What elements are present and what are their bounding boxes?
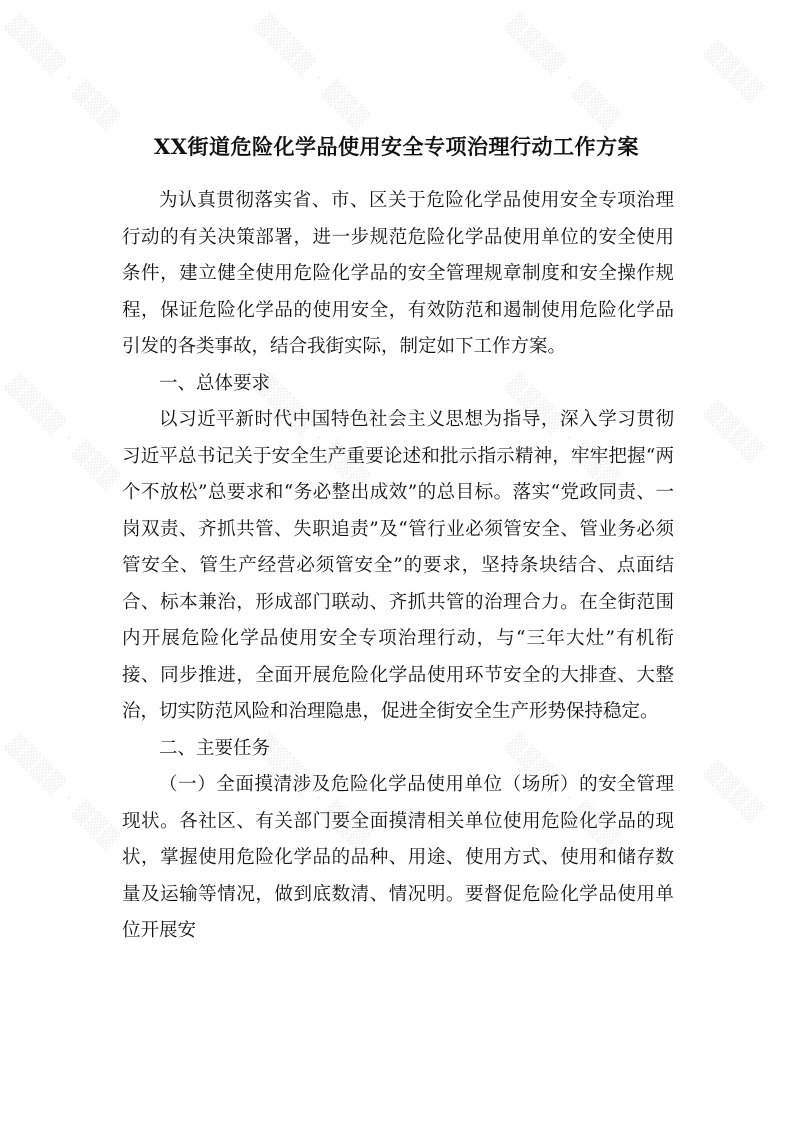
watermark: ▒▒▒▒	[701, 398, 768, 466]
watermark: ▒▒▒▒	[701, 758, 768, 826]
watermark: ▒▒▒▒ · ▒▒▒	[253, 11, 374, 133]
watermark: ▒▒▒▒ · ▒▒▒	[503, 11, 624, 133]
watermark: ▒▒▒▒ · ▒▒▒	[253, 371, 374, 493]
watermark: ▒▒▒▒	[701, 38, 768, 106]
main-task-1-paragraph: （一）全面摸清涉及危险化学品使用单位（场所）的安全管理现状。各社区、有关部门要全面摸清相关单位使用危险化学品的现状，掌握使用危险化学品的品种、用途、使用方式、使用和储存数量及运输等情况，做到底数清、情况明。要督促危险化学品使用单位开展安	[122, 774, 674, 941]
document-title: XX街道危险化学品使用安全专项治理行动工作方案	[153, 134, 640, 159]
watermark: ▒▒▒▒ · ▒▒▒	[3, 731, 124, 853]
watermark: ▒▒▒▒ · ▒▒▒	[503, 731, 624, 853]
section-heading-main-tasks: 二、主要任务	[159, 737, 271, 759]
watermark: ▒▒▒▒ · ▒▒▒	[253, 731, 374, 853]
watermark: ▒▒▒▒ · ▒▒▒	[3, 11, 124, 133]
section-heading-general-requirements: 一、总体要求	[159, 372, 271, 394]
general-requirements-paragraph: 以习近平新时代中国特色社会主义思想为指导，深入学习贯彻习近平总书记关于安全生产重要论述和批示指示精神，牢牢把握“两个不放松”总要求和“务必整出成效”的总目标。落实“党政同责、一岗双责、齐抓共管、失职追责”及“管行业必须管安全、管业务必须管安全、管生产经营必须管安全”的要求，坚持条块结合、点面结合、标本兼治，形成部门联动、齐抓共管的治理合力。在全街范围内开展危险化学品使用安全专项治理行动，与“三年大灶”有机衔接、同步推进，全面开展危险化学品使用环节安全的大排查、大整治，切实防范风险和治理隐患，促进全街安全生产形势保持稳定。	[122, 409, 674, 722]
watermark: ▒▒▒▒ · ▒▒▒	[503, 371, 624, 493]
document-body	[122, 183, 674, 950]
intro-paragraph: 为认真贯彻落实省、市、区关于危险化学品使用安全专项治理行动的有关决策部署，进一步规范危险化学品使用单位的安全使用条件，建立健全使用危险化学品的安全管理规章制度和安全操作规程，保证危险化学品的使用安全，有效防范和遏制使用危险化学品引发的各类事故，结合我街实际，制定如下工作方案。	[122, 190, 674, 357]
watermark: ▒▒▒▒ · ▒▒▒	[3, 371, 124, 493]
